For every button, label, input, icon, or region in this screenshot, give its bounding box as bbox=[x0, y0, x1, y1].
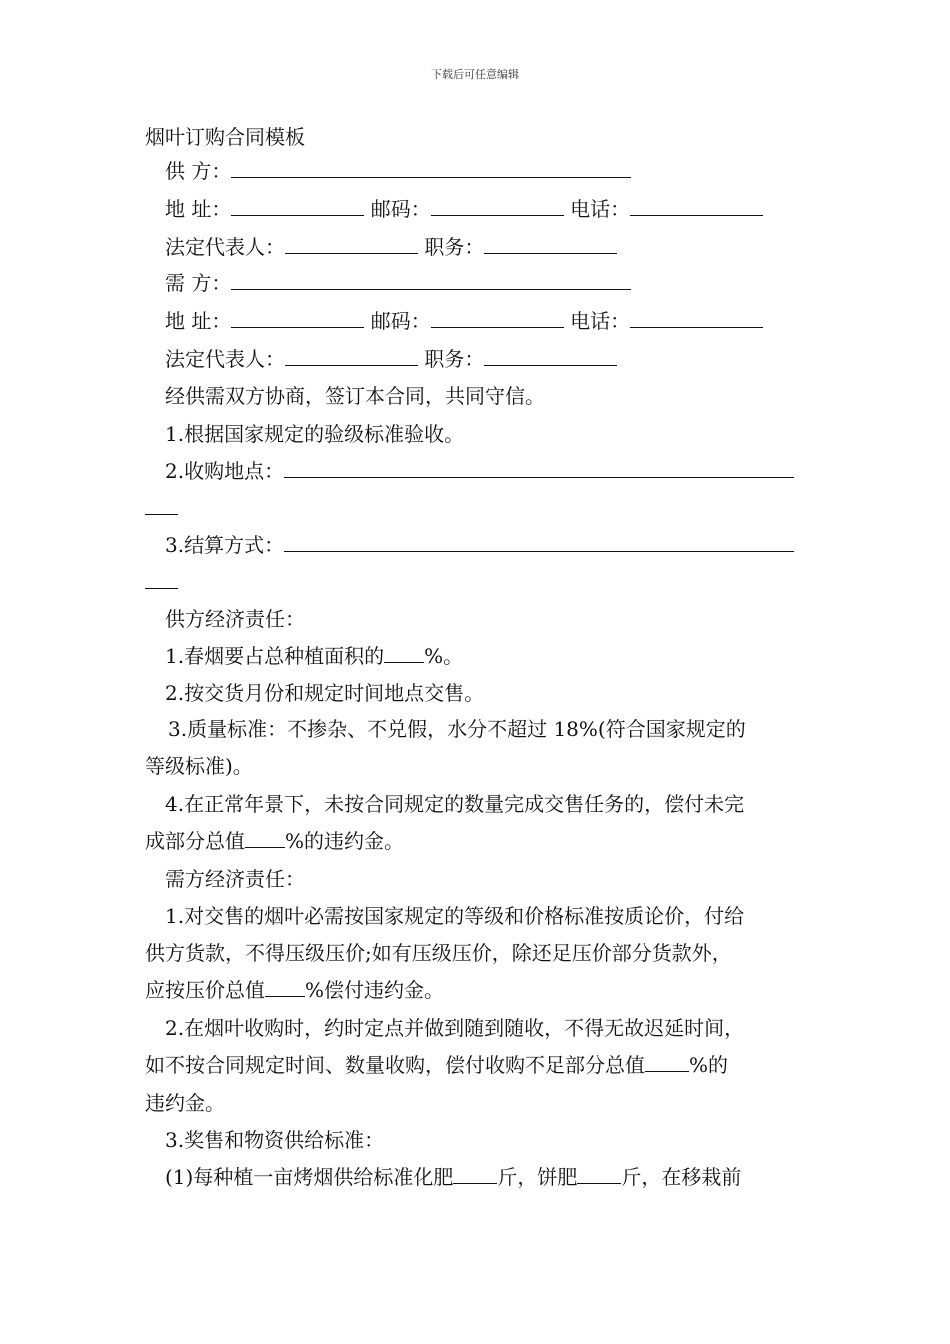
supplier-position-label: 职务： bbox=[424, 235, 485, 259]
supplier-duty-heading: 供方经济责任： bbox=[165, 607, 305, 631]
buyer-label: 需 方： bbox=[165, 271, 232, 295]
supplier-duty-item-1 bbox=[165, 643, 463, 669]
supplier-label: 供 方： bbox=[165, 159, 232, 183]
supplier-duty-item-4-text: 成部分总值 bbox=[145, 829, 245, 853]
buyer-duty-heading: 需方经济责任： bbox=[165, 867, 305, 891]
buyer-duty-item-1-suffix: %偿付违约金。 bbox=[305, 978, 445, 1002]
buyer-address-field[interactable] bbox=[231, 308, 364, 328]
general-item-1: 1.根据国家规定的验级标准验收。 bbox=[165, 422, 465, 446]
supplier-duty-item-1-text: 1.春烟要占总种植面积的 bbox=[165, 644, 385, 668]
buyer-duty-item-1-line-1: 1.对交售的烟叶必需按国家规定的等级和价格标准按质论价，付给 bbox=[165, 904, 745, 928]
supplier-address-field[interactable] bbox=[231, 196, 364, 216]
supplier-name-field[interactable] bbox=[231, 158, 631, 178]
buyer-duty-item-1-line-3 bbox=[145, 977, 444, 1003]
buyer-position-label: 职务： bbox=[424, 347, 485, 371]
buyer-name-field[interactable] bbox=[231, 270, 631, 290]
general-item-2 bbox=[165, 458, 794, 484]
spring-tobacco-percent-field[interactable] bbox=[384, 643, 424, 663]
supplier-legal-rep-label: 法定代表人： bbox=[165, 235, 285, 259]
settlement-field[interactable] bbox=[284, 532, 794, 552]
settlement-label: 3.结算方式： bbox=[165, 533, 285, 557]
supplier-postcode-label: 邮码： bbox=[370, 197, 431, 221]
supplier-duty-item-1-suffix: %。 bbox=[424, 644, 464, 668]
collection-place-label: 2.收购地点： bbox=[165, 459, 285, 483]
buyer-legal-rep-label: 法定代表人： bbox=[165, 347, 285, 371]
buyer-duty-item-1-line-2: 供方货款，不得压级压价;如有压级压价，除还足压价部分货款外， bbox=[145, 941, 732, 965]
buyer-phone-field[interactable] bbox=[630, 308, 763, 328]
buyer-postcode-label: 邮码： bbox=[370, 309, 431, 333]
buyer-line bbox=[165, 270, 631, 296]
supplier-duty-item-3-line-1: 3.质量标准：不掺杂、不兑假，水分不超过 18%(符合国家规定的 bbox=[168, 717, 746, 741]
buyer-duty-item-3-heading: 3.奖售和物资供给标准： bbox=[165, 1128, 385, 1152]
buyer-duty-item-2-line-2 bbox=[145, 1052, 728, 1078]
collection-place-field[interactable] bbox=[284, 458, 794, 478]
buyer-rep-line bbox=[165, 346, 617, 372]
supplier-phone-label: 电话： bbox=[570, 197, 631, 221]
supplier-phone-field[interactable] bbox=[630, 196, 763, 216]
supplier-address-label: 地 址： bbox=[165, 197, 232, 221]
buyer-address-line bbox=[165, 308, 763, 334]
supplier-address-line bbox=[165, 196, 763, 222]
transplant-text: 斤，在移栽前 bbox=[621, 1165, 742, 1189]
supplier-line bbox=[165, 158, 631, 184]
document-title: 烟叶订购合同模板 bbox=[145, 125, 305, 149]
shortfall-penalty-percent-field[interactable] bbox=[645, 1052, 689, 1072]
buyer-address-label: 地 址： bbox=[165, 309, 232, 333]
supplier-duty-item-4-line-1: 4.在正常年景下，未按合同规定的数量完成交售任务的，偿付未完 bbox=[165, 792, 745, 816]
collection-place-field-cont[interactable] bbox=[145, 495, 178, 515]
buyer-postcode-field[interactable] bbox=[431, 308, 564, 328]
supplier-duty-item-4-suffix: %的违约金。 bbox=[285, 829, 405, 853]
buyer-legal-rep-field[interactable] bbox=[285, 346, 418, 366]
supplier-duty-item-3-line-2: 等级标准)。 bbox=[145, 754, 253, 778]
buyer-duty-item-3-sub-1 bbox=[165, 1164, 741, 1190]
fertilizer-text: (1)每种植一亩烤烟供给标准化肥 bbox=[165, 1165, 454, 1189]
settlement-field-cont[interactable] bbox=[145, 569, 178, 589]
price-penalty-percent-field[interactable] bbox=[265, 977, 305, 997]
buyer-duty-item-1-text: 应按压价总值 bbox=[145, 978, 265, 1002]
collection-place-continuation bbox=[145, 495, 178, 521]
cake-fertilizer-text: 斤，饼肥 bbox=[497, 1165, 578, 1189]
supplier-position-field[interactable] bbox=[484, 234, 617, 254]
buyer-duty-item-2-text: 如不按合同规定时间、数量收购，偿付收购不足部分总值 bbox=[145, 1053, 645, 1077]
supplier-penalty-percent-field[interactable] bbox=[245, 828, 285, 848]
buyer-duty-item-2-suffix: %的 bbox=[689, 1053, 729, 1077]
supplier-rep-line bbox=[165, 234, 617, 260]
buyer-duty-item-2-line-3: 违约金。 bbox=[145, 1091, 225, 1115]
header-note: 下载后可任意编辑 bbox=[431, 68, 519, 81]
supplier-postcode-field[interactable] bbox=[431, 196, 564, 216]
buyer-position-field[interactable] bbox=[484, 346, 617, 366]
settlement-continuation bbox=[145, 569, 178, 595]
cake-fertilizer-amount-field[interactable] bbox=[577, 1164, 621, 1184]
supplier-duty-item-2: 2.按交货月份和规定时间地点交售。 bbox=[165, 681, 485, 705]
chemical-fertilizer-amount-field[interactable] bbox=[453, 1164, 497, 1184]
supplier-legal-rep-field[interactable] bbox=[285, 234, 418, 254]
supplier-duty-item-4-line-2 bbox=[145, 828, 404, 854]
buyer-duty-item-2-line-1: 2.在烟叶收购时，约时定点并做到随到随收，不得无故迟延时间， bbox=[165, 1016, 745, 1040]
general-item-3 bbox=[165, 532, 794, 558]
preamble: 经供需双方协商，签订本合同，共同守信。 bbox=[165, 384, 545, 408]
buyer-phone-label: 电话： bbox=[570, 309, 631, 333]
